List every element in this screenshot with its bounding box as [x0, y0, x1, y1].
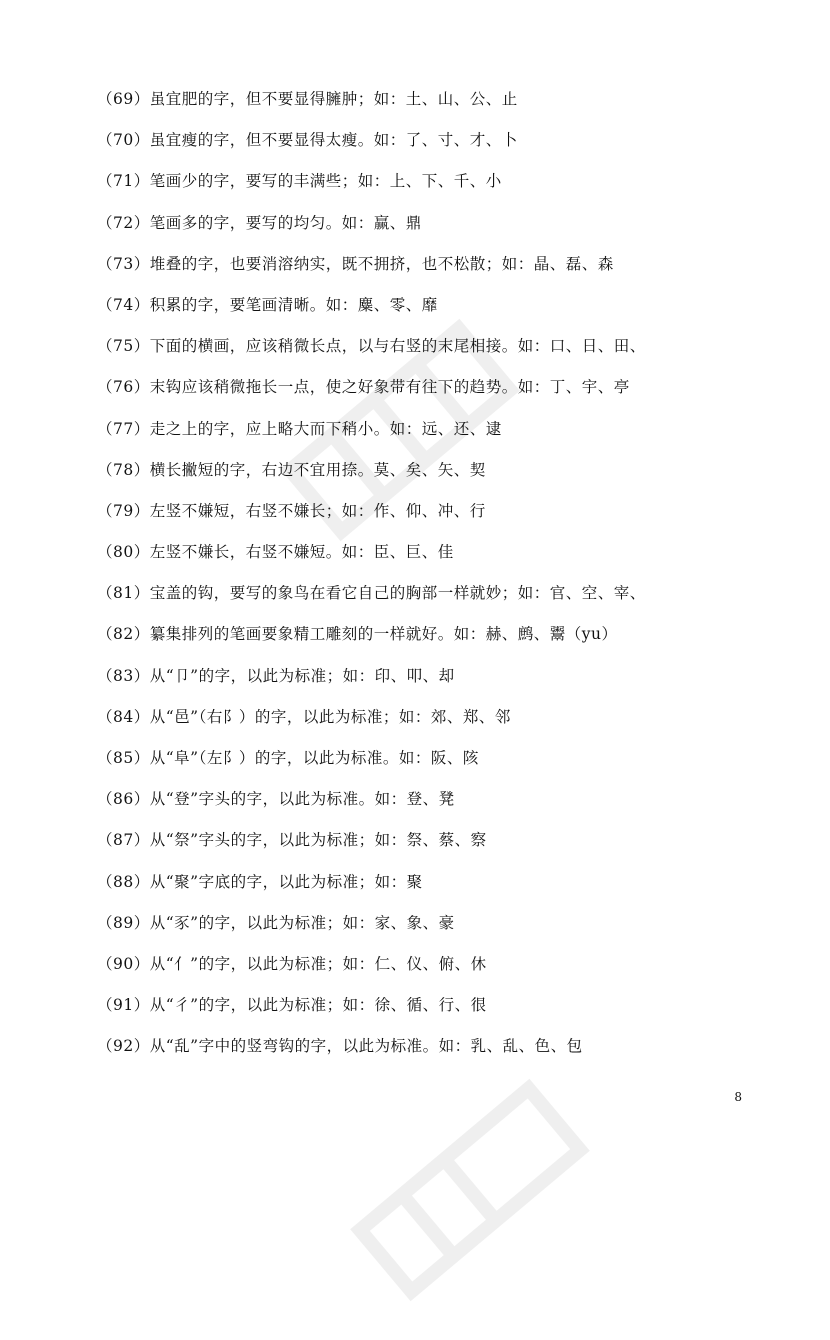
rule-line: （86）从“登”字头的字，以此为标准。如：登、凳	[97, 790, 455, 809]
rule-line: （87）从“祭”字头的字，以此为标准；如：祭、蔡、察	[97, 831, 487, 850]
watermark-icon-lower	[320, 1040, 620, 1340]
rule-line: （76）末钩应该稍微拖长一点，使之好象带有往下的趋势。如：丁、宇、亭	[97, 378, 630, 397]
rule-line: （81）宝盖的钩，要写的象鸟在看它自己的胸部一样就妙；如：官、空、宰、	[97, 584, 646, 603]
rule-line: （74）积累的字，要笔画清晰。如：麋、零、靡	[97, 295, 438, 314]
rule-line: （90）从“亻”的字，以此为标准；如：仁、仪、俯、休	[97, 954, 487, 973]
rule-line: （71）笔画少的字，要写的丰满些；如：上、下、千、小	[97, 172, 502, 191]
rule-line: （84）从“邑”（右阝）的字，以此为标准；如：郊、郑、邻	[97, 707, 511, 726]
rule-line: （69）虽宜肥的字，但不要显得臃肿；如：土、山、公、止	[97, 90, 518, 108]
rule-line: （79）左竖不嫌短，右竖不嫌长；如：作、仰、冲、行	[97, 501, 486, 520]
rule-line: （85）从“阜”（左阝）的字，以此为标准。如：阪、陔	[97, 749, 479, 767]
rule-line: （91）从“彳”的字，以此为标准；如：徐、循、行、很	[97, 996, 487, 1015]
rule-list	[97, 88, 777, 1077]
rule-line: （70）虽宜瘦的字，但不要显得太瘦。如：了、寸、才、卜	[97, 131, 518, 150]
rule-line: （92）从“乱”字中的竖弯钩的字，以此为标准。如：乳、乱、色、包	[97, 1037, 583, 1056]
rule-line: （73）堆叠的字，也要消溶纳实，既不拥挤，也不松散；如：晶、磊、森	[97, 254, 614, 273]
rule-line: （77）走之上的字，应上略大而下稍小。如：远、还、逮	[97, 419, 502, 438]
rule-line: （72）笔画多的字，要写的均匀。如：赢、鼎	[97, 213, 422, 232]
rule-line: （88）从“聚”字底的字，以此为标准；如：聚	[97, 872, 423, 891]
rule-line: （75）下面的横画，应该稍微长点，以与右竖的末尾相接。如：口、日、田、	[97, 337, 646, 356]
rule-line: （82）纂集排列的笔画要象精工雕刻的一样就好。如：赫、鹧、鬻（yu）	[97, 625, 618, 644]
rule-line: （80）左竖不嫌长，右竖不嫌短。如：臣、巨、佳	[97, 543, 454, 562]
page-number: 8	[734, 1090, 742, 1104]
rule-line: （78）横长撇短的字，右边不宜用捺。莫、矣、矢、契	[97, 460, 486, 479]
rule-line: （83）从“卩”的字，以此为标准；如：印、叩、却	[97, 666, 455, 685]
rule-line: （89）从“豕”的字，以此为标准；如：家、象、豪	[97, 913, 455, 932]
